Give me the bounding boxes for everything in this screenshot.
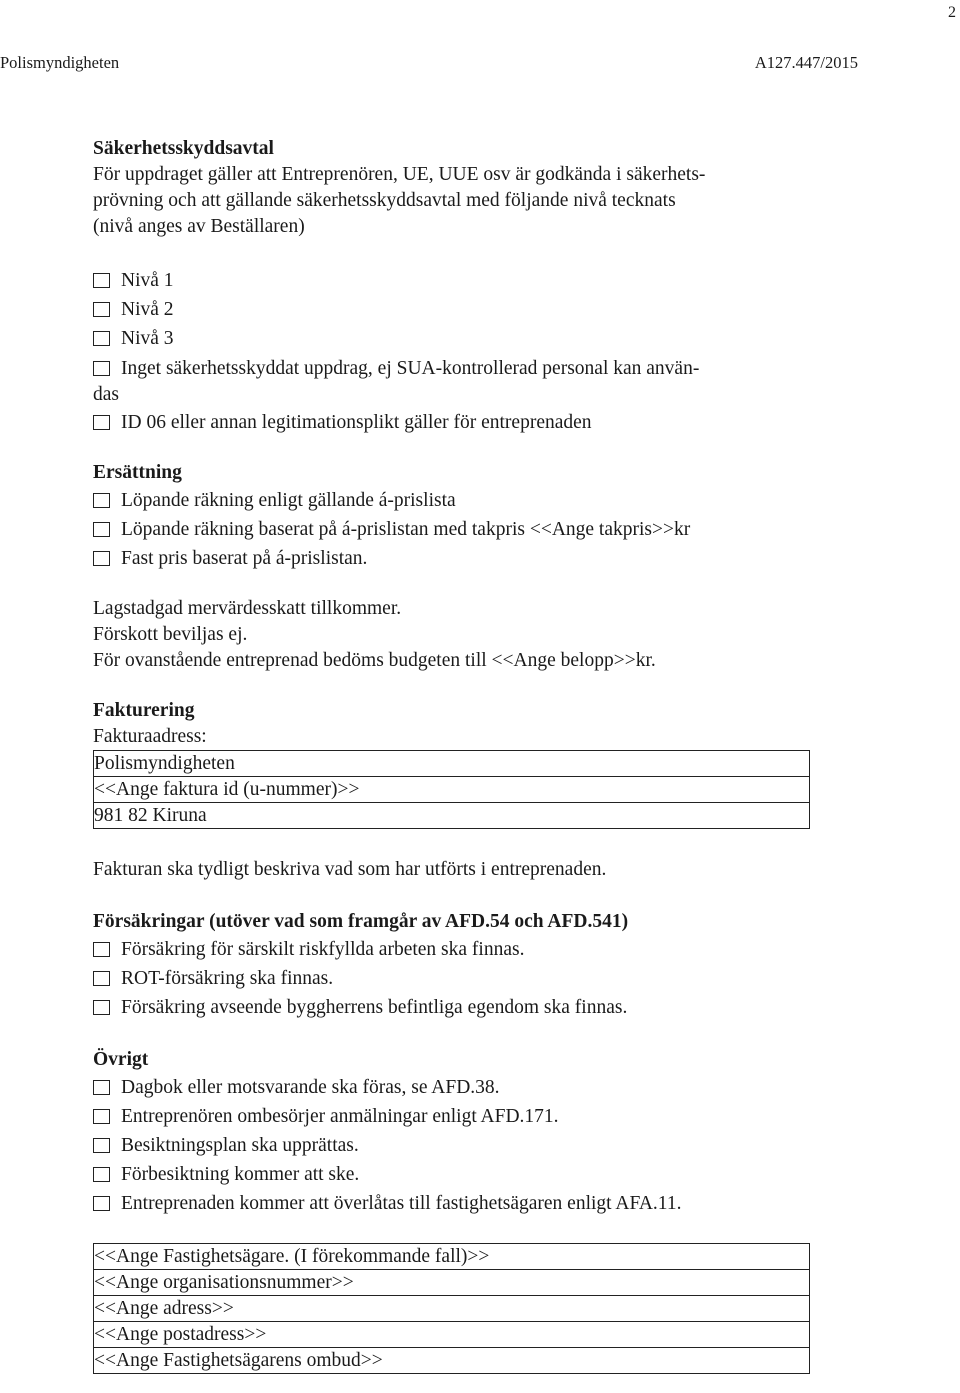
table-row (94, 751, 810, 777)
invoice-address-table (93, 750, 810, 829)
security-option-level-1 (93, 266, 813, 295)
compensation-option-fixed-price (93, 544, 813, 573)
compensation-option-running-account (93, 486, 813, 515)
security-intro-line-3: (nivå anges av Beställaren) (93, 216, 305, 237)
insurance-heading: Försäkringar (utöver vad som framgår av AFD.54 och AFD.541) (93, 911, 629, 932)
property-owner-address[interactable]: <<Ange adress>> (94, 1296, 810, 1322)
compensation-heading: Ersättning (93, 462, 182, 483)
insurance-option-rot (93, 964, 813, 993)
option-label: Nivå 1 (121, 270, 174, 291)
header-organisation: Polismyndigheten (0, 53, 120, 72)
vat-note: Lagstadgad mervärdesskatt tillkommer. (93, 598, 402, 619)
advance-note: Förskott beviljas ej. (93, 624, 248, 645)
checkbox[interactable] (93, 415, 110, 430)
option-label: ID 06 eller annan legitimationsplikt gäller för entreprenaden (121, 412, 592, 433)
checkbox[interactable] (93, 1196, 110, 1211)
other-section (93, 1047, 813, 1374)
checkbox[interactable] (93, 331, 110, 346)
checkbox[interactable] (93, 361, 110, 376)
other-option-inspection-plan (93, 1131, 813, 1160)
invoice-address-postal[interactable]: 981 82 Kiruna (94, 803, 810, 829)
other-heading: Övrigt (93, 1049, 149, 1070)
compensation-option-capped-price (93, 515, 813, 544)
checkbox[interactable] (93, 1080, 110, 1095)
option-label: ROT-försäkring ska finnas. (121, 968, 334, 989)
budget-note: För ovanstående entreprenad bedöms budgeten till <<Ange belopp>>kr. (93, 650, 656, 671)
checkbox[interactable] (93, 273, 110, 288)
option-label: Löpande räkning enligt gällande á-prislista (121, 490, 456, 511)
option-label: Entreprenaden kommer att överlåtas till fastighetsägaren enligt AFA.11. (121, 1193, 682, 1214)
invoice-address-id[interactable]: <<Ange faktura id (u-nummer)>> (94, 777, 810, 803)
checkbox[interactable] (93, 1167, 110, 1182)
option-label: Nivå 2 (121, 299, 174, 320)
table-row (94, 803, 810, 829)
table-row (94, 1296, 810, 1322)
table-row (94, 1322, 810, 1348)
security-heading: Säkerhetsskyddsavtal (93, 138, 274, 159)
invoice-description-note: Fakturan ska tydligt beskriva vad som har utförts i entreprenaden. (93, 859, 607, 880)
table-row (94, 1244, 810, 1270)
option-label-continuation: das (93, 384, 119, 405)
property-owner-table (93, 1243, 810, 1374)
other-option-transfer (93, 1189, 813, 1218)
checkbox[interactable] (93, 942, 110, 957)
property-owner-representative[interactable]: <<Ange Fastighetsägarens ombud>> (94, 1348, 810, 1374)
property-owner-name[interactable]: <<Ange Fastighetsägare. (I förekommande fall)>> (94, 1244, 810, 1270)
security-section (93, 136, 813, 437)
security-option-no-security (93, 356, 813, 382)
checkbox[interactable] (93, 522, 110, 537)
security-option-id06 (93, 408, 813, 437)
invoicing-heading: Fakturering (93, 700, 195, 721)
document-body (93, 136, 813, 1374)
checkbox[interactable] (93, 551, 110, 566)
header-document-id: A127.447/2015 (754, 53, 858, 72)
security-intro-line-1: För uppdraget gäller att Entreprenören, UE, UUE osv är godkända i säkerhets- (93, 164, 706, 185)
option-label: Fast pris baserat på á-prislistan. (121, 548, 368, 569)
insurance-option-existing-property (93, 993, 813, 1022)
option-label: Inget säkerhetsskyddat uppdrag, ej SUA-kontrollerad personal kan använ- (121, 358, 700, 379)
option-label: Nivå 3 (121, 328, 174, 349)
option-label: Besiktningsplan ska upprättas. (121, 1135, 359, 1156)
other-option-notifications (93, 1102, 813, 1131)
compensation-section (93, 460, 813, 674)
option-label: Försäkring avseende byggherrens befintliga egendom ska finnas. (121, 997, 628, 1018)
other-option-diary (93, 1073, 813, 1102)
option-label: Försäkring för särskilt riskfyllda arbeten ska finnas. (121, 939, 525, 960)
option-label: Löpande räkning baserat på á-prislistan med takpris <<Ange takpris>>kr (121, 519, 691, 540)
security-option-level-3 (93, 324, 813, 353)
invoice-address-name[interactable]: Polismyndigheten (94, 751, 810, 777)
checkbox[interactable] (93, 971, 110, 986)
table-row (94, 1348, 810, 1374)
security-intro-line-2: prövning och att gällande säkerhetsskyddsavtal med följande nivå tecknats (93, 190, 676, 211)
other-option-pre-inspection (93, 1160, 813, 1189)
security-option-level-2 (93, 295, 813, 324)
option-label: Dagbok eller motsvarande ska föras, se AFD.38. (121, 1077, 500, 1098)
checkbox[interactable] (93, 1000, 110, 1015)
page-number: 2 (948, 4, 956, 21)
insurance-option-risky-work (93, 935, 813, 964)
option-label: Förbesiktning kommer att ske. (121, 1164, 360, 1185)
invoicing-section (93, 698, 813, 883)
property-owner-org-number[interactable]: <<Ange organisationsnummer>> (94, 1270, 810, 1296)
insurance-section (93, 909, 813, 1022)
checkbox[interactable] (93, 1109, 110, 1124)
property-owner-postal-address[interactable]: <<Ange postadress>> (94, 1322, 810, 1348)
checkbox[interactable] (93, 493, 110, 508)
checkbox[interactable] (93, 302, 110, 317)
option-label: Entreprenören ombesörjer anmälningar enligt AFD.171. (121, 1106, 559, 1127)
invoice-address-label: Fakturaadress: (93, 726, 207, 747)
table-row (94, 1270, 810, 1296)
table-row (94, 777, 810, 803)
checkbox[interactable] (93, 1138, 110, 1153)
